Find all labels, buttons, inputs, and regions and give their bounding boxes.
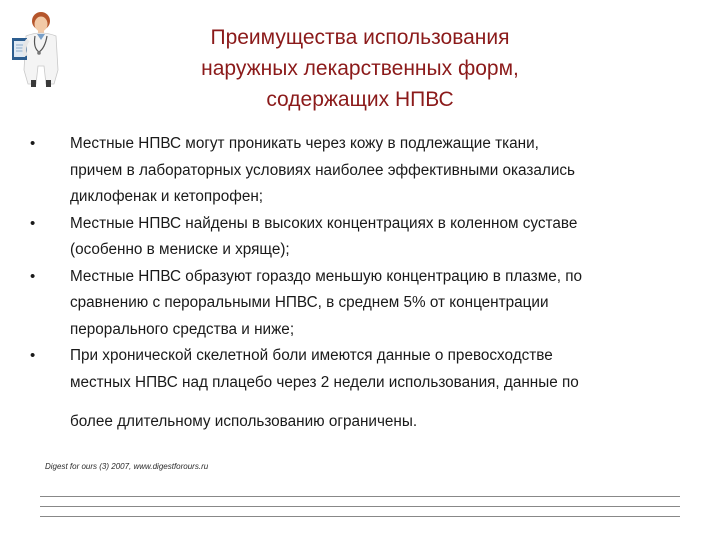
bullet-marker: • [30,267,36,285]
page-title [120,22,600,115]
bullet-item [30,343,690,436]
bullet-item [30,211,690,264]
bullet-line: Местные НПВС могут проникать через кожу в подлежащие ткани, [70,135,539,152]
divider-line [40,496,680,497]
bullet-item [30,131,690,211]
bullet-item [30,264,690,344]
doctor-illustration [8,8,72,88]
bullet-line: местных НПВС над плацебо через 2 недели использования, данные по [70,373,579,391]
title-line: Преимущества использования [210,26,510,49]
title-line: наружных лекарственных форм, [201,57,519,80]
bullet-line: диклофенак и кетопрофен; [70,188,264,205]
bullet-line: сравнению с пероральными НПВС, в среднем 5% от концентрации [70,294,549,311]
title-line: содержащих НПВС [266,88,454,111]
bullet-line: причем в лабораторных условиях наиболее эффективными оказались [70,161,575,179]
bullet-marker: • [30,347,36,364]
bullet-marker: • [30,135,36,152]
divider-line [40,516,680,517]
bullet-line: более длительному использованию ограничены. [70,413,418,430]
bullet-line: Местные НПВС образуют гораздо меньшую концентрацию в плазме, по [70,267,583,285]
bullet-marker: • [30,214,36,232]
bullet-line: перорального средства и ниже; [70,320,295,338]
source-note: Digest for ours (3) 2007, www.digestforours.ru [45,462,209,471]
bullet-line: Местные НПВС найдены в высоких концентрациях в коленном суставе [70,214,578,232]
divider-line [40,506,680,507]
bullet-list [30,131,690,436]
bullet-line: При хронической скелетной боли имеются данные о превосходстве [70,347,553,364]
bullet-line: (особенно в мениске и хряще); [70,241,290,258]
